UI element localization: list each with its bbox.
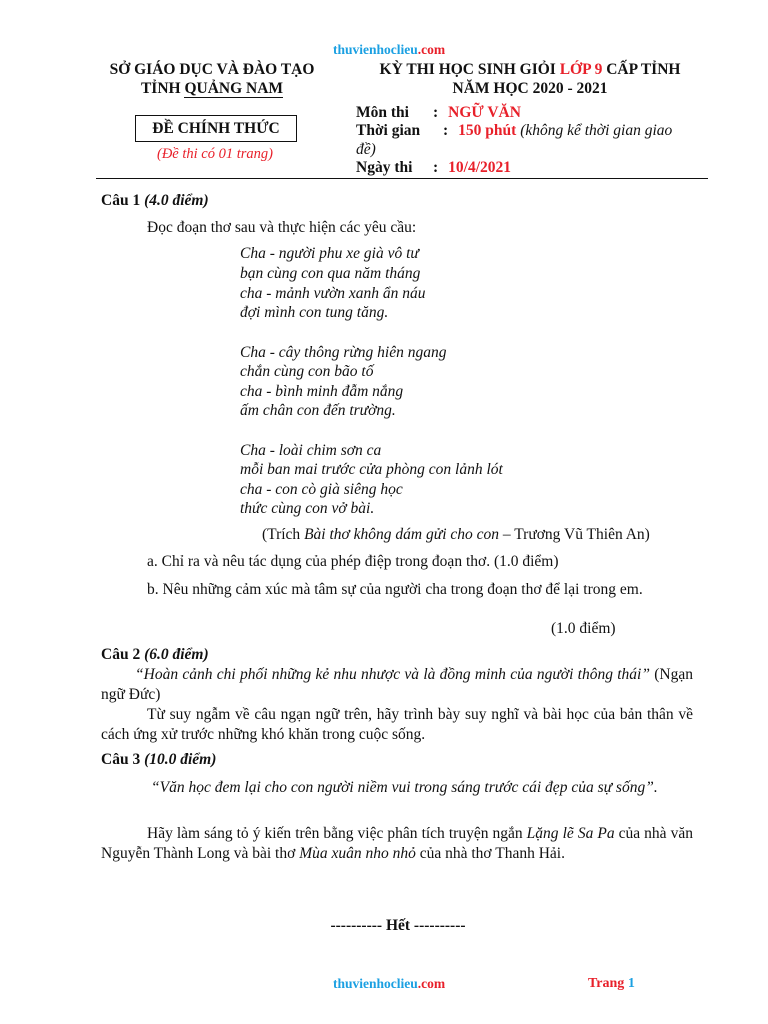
question-3-prompt: Hãy làm sáng tỏ ý kiến trên bằng việc phân tích truyện ngắn Lặng lẽ Sa Pa của nhà văn Nguyễn Thành Long và bài thơ Mùa xuân nho nhỏ của nhà thơ Thanh Hải. — [101, 825, 693, 862]
time-value: 150 phút — [458, 122, 517, 139]
question-1-part-b-points: (1.0 điểm) — [551, 620, 616, 637]
site-watermark-top: thuvienhoclieu.com — [333, 42, 446, 57]
subject-value: NGỮ VĂN — [448, 104, 521, 121]
question-1-instruction: Đọc đoạn thơ sau và thực hiện các yêu cầu: — [147, 219, 417, 236]
question-2-heading: Câu 2 (6.0 điểm) — [101, 646, 209, 663]
poem-line: thức cùng con vở bài. — [240, 500, 375, 517]
question-3-heading: Câu 3 (10.0 điểm) — [101, 751, 217, 768]
page-indicator: Trang 1 — [588, 976, 635, 991]
official-exam-label: ĐỀ CHÍNH THỨC — [135, 115, 297, 142]
poem-line: Cha - loài chim sơn ca — [240, 442, 382, 459]
date-value: 10/4/2021 — [448, 159, 512, 176]
pages-note: (Đề thi có 01 trang) — [157, 146, 273, 162]
question-2-prompt: Từ suy ngẫm về câu ngạn ngữ trên, hãy trình bày suy nghĩ và bài học của bản thân về cách ứng xử trước những khó khăn trong cuộc sống. — [101, 706, 693, 743]
exam-title: KỲ THI HỌC SINH GIỎI LỚP 9 CẤP TỈNH — [379, 61, 681, 78]
time-row: Thời gian — [356, 122, 421, 139]
poem-line: cha - bình minh đẫm nắng — [240, 383, 404, 400]
department-header — [96, 60, 328, 98]
question-1-part-a: a. Chỉ ra và nêu tác dụng của phép điệp trong đoạn thơ. (1.0 điểm) — [147, 553, 559, 570]
site-watermark-bottom: thuvienhoclieu.com — [333, 976, 446, 991]
poem-line: đợi mình con tung tăng. — [240, 304, 389, 321]
page-number: 1 — [627, 976, 635, 991]
question-2-quote: “Hoàn cảnh chi phối những kẻ nhu nhược và là đồng minh của người thông thái” (Ngạn ngữ Đức) — [101, 666, 693, 703]
poem-line: ấm chân con đến trường. — [240, 402, 396, 419]
question-3-quote: “Văn học đem lại cho con người niềm vui trong sáng trước cái đẹp của sự sống”. — [151, 779, 658, 796]
end-marker: ---------- Hết ---------- — [330, 917, 466, 934]
header-divider — [96, 178, 708, 179]
exam-header — [350, 60, 710, 98]
poem-line: cha - con cò già siêng học — [240, 481, 403, 498]
date-row: Ngày thi — [356, 159, 413, 176]
poem-line: Cha - cây thông rừng hiên ngang — [240, 344, 447, 361]
poem-line: cha - mảnh vườn xanh ẩn náu — [240, 285, 426, 302]
poem-line: bạn cùng con qua năm tháng — [240, 265, 421, 282]
poem-line: chắn cùng con bão tố — [240, 363, 374, 380]
subject-row: Môn thi — [356, 104, 409, 121]
time-value-row: : 150 phút (không kể thời gian giao — [443, 122, 673, 139]
poem-citation: (Trích Bài thơ không dám gửi cho con – Trương Vũ Thiên An) — [262, 526, 650, 543]
province-name: TỈNH QUẢNG NAM — [140, 80, 284, 97]
subject-value-row: : NGỮ VĂN — [433, 104, 521, 121]
time-note-continued: đề) — [356, 141, 376, 158]
poem-line: mỗi ban mai trước cửa phòng con lảnh lót — [240, 461, 503, 478]
school-year: NĂM HỌC 2020 - 2021 — [452, 80, 608, 97]
department-name: SỞ GIÁO DỤC VÀ ĐÀO TẠO — [109, 61, 315, 78]
date-value-row: : 10/4/2021 — [433, 159, 512, 176]
question-1-part-b: b. Nêu những cảm xúc mà tâm sự của người cha trong đoạn thơ để lại trong em. — [147, 581, 643, 598]
question-1-heading: Câu 1 (4.0 điểm) — [101, 192, 209, 209]
poem-line: Cha - người phu xe già vô tư — [240, 245, 419, 262]
